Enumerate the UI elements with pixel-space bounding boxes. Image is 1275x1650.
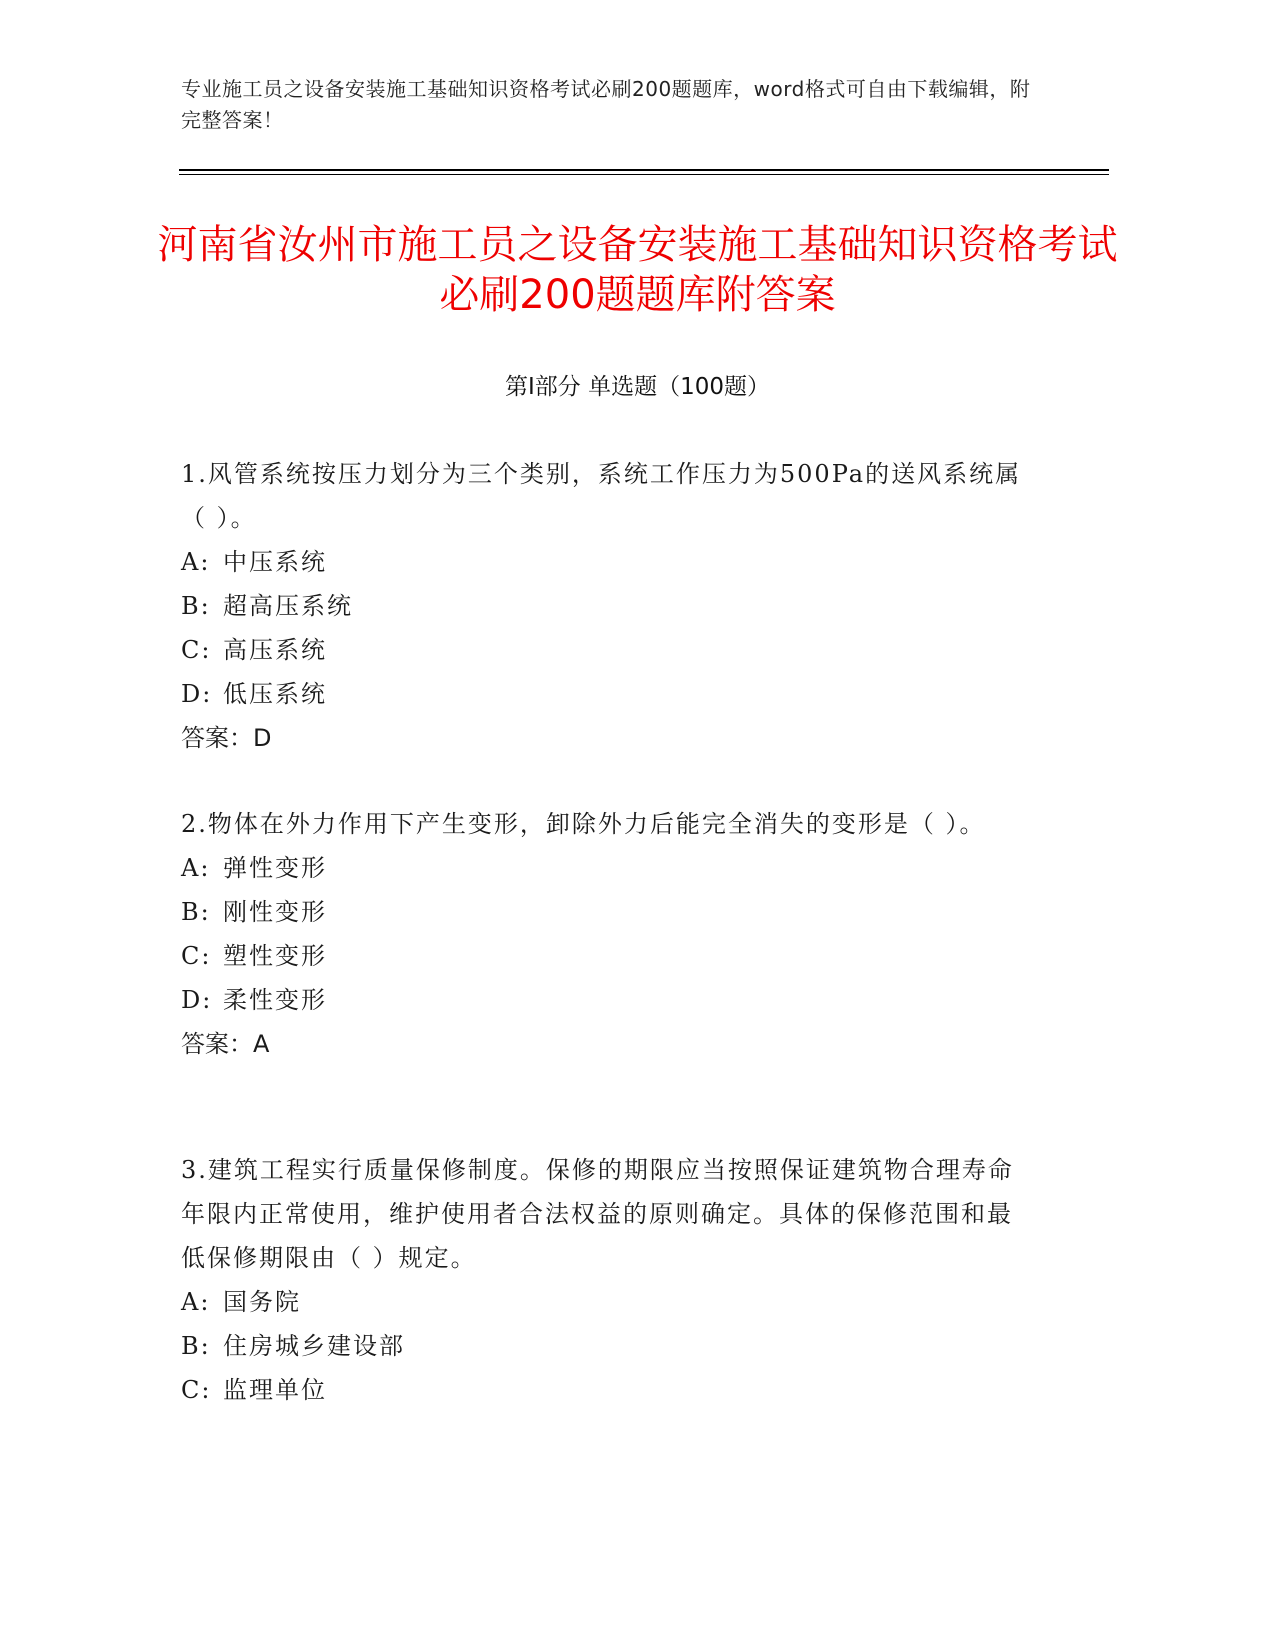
- question-2: [181, 802, 1031, 1066]
- option-key: A:: [181, 854, 211, 882]
- option-text: 国务院: [223, 1288, 301, 1316]
- header-divider-thick: [179, 169, 1109, 171]
- option-a: [181, 846, 1031, 890]
- section-title: 第I部分 单选题（100题）: [505, 374, 770, 400]
- option-b: [181, 1324, 1031, 1368]
- header-note: 专业施工员之设备安装施工基础知识资格考试必刷200题题库，word格式可自由下载编辑，附完整答案！: [181, 77, 1031, 132]
- header-divider-thin: [179, 174, 1109, 175]
- question-stem: 2.物体在外力作用下产生变形，卸除外力后能完全消失的变形是（ ）。: [181, 810, 986, 838]
- option-text: 塑性变形: [223, 942, 327, 970]
- document-title: 河南省汝州市施工员之设备安装施工基础知识资格考试必刷200题题库附答案: [157, 222, 1118, 318]
- option-key: B:: [181, 898, 211, 926]
- option-b: [181, 890, 1031, 934]
- question-stem: 1.风管系统按压力划分为三个类别，系统工作压力为500Pa的送风系统属（ ）。: [181, 460, 1022, 532]
- option-b: [181, 584, 1031, 628]
- option-a: [181, 1280, 1031, 1324]
- option-key: C:: [181, 942, 212, 970]
- question-stem: 3.建筑工程实行质量保修制度。保修的期限应当按照保证建筑物合理寿命年限内正常使用，维护使用者合法权益的原则确定。具体的保修范围和最低保修期限由（ ）规定。: [181, 1156, 1014, 1272]
- option-text: 住房城乡建设部: [223, 1332, 405, 1360]
- option-text: 超高压系统: [223, 592, 353, 620]
- option-text: 低压系统: [223, 680, 327, 708]
- option-text: 弹性变形: [223, 854, 327, 882]
- answer-line: 答案：D: [181, 724, 272, 752]
- option-key: B:: [181, 1332, 211, 1360]
- option-key: A:: [181, 1288, 211, 1316]
- option-key: C:: [181, 636, 212, 664]
- option-text: 刚性变形: [223, 898, 327, 926]
- option-text: 高压系统: [223, 636, 327, 664]
- option-d: [181, 672, 1031, 716]
- option-text: 中压系统: [223, 548, 327, 576]
- option-c: [181, 1368, 1031, 1412]
- option-text: 监理单位: [223, 1376, 327, 1404]
- option-d: [181, 978, 1031, 1022]
- option-key: C:: [181, 1376, 212, 1404]
- question-1: [181, 452, 1031, 760]
- option-c: [181, 934, 1031, 978]
- option-text: 柔性变形: [223, 986, 327, 1014]
- question-3: [181, 1148, 1031, 1412]
- option-c: [181, 628, 1031, 672]
- option-a: [181, 540, 1031, 584]
- option-key: D:: [181, 986, 213, 1014]
- option-key: A:: [181, 548, 211, 576]
- option-key: B:: [181, 592, 211, 620]
- option-key: D:: [181, 680, 213, 708]
- answer-line: 答案：A: [181, 1030, 270, 1058]
